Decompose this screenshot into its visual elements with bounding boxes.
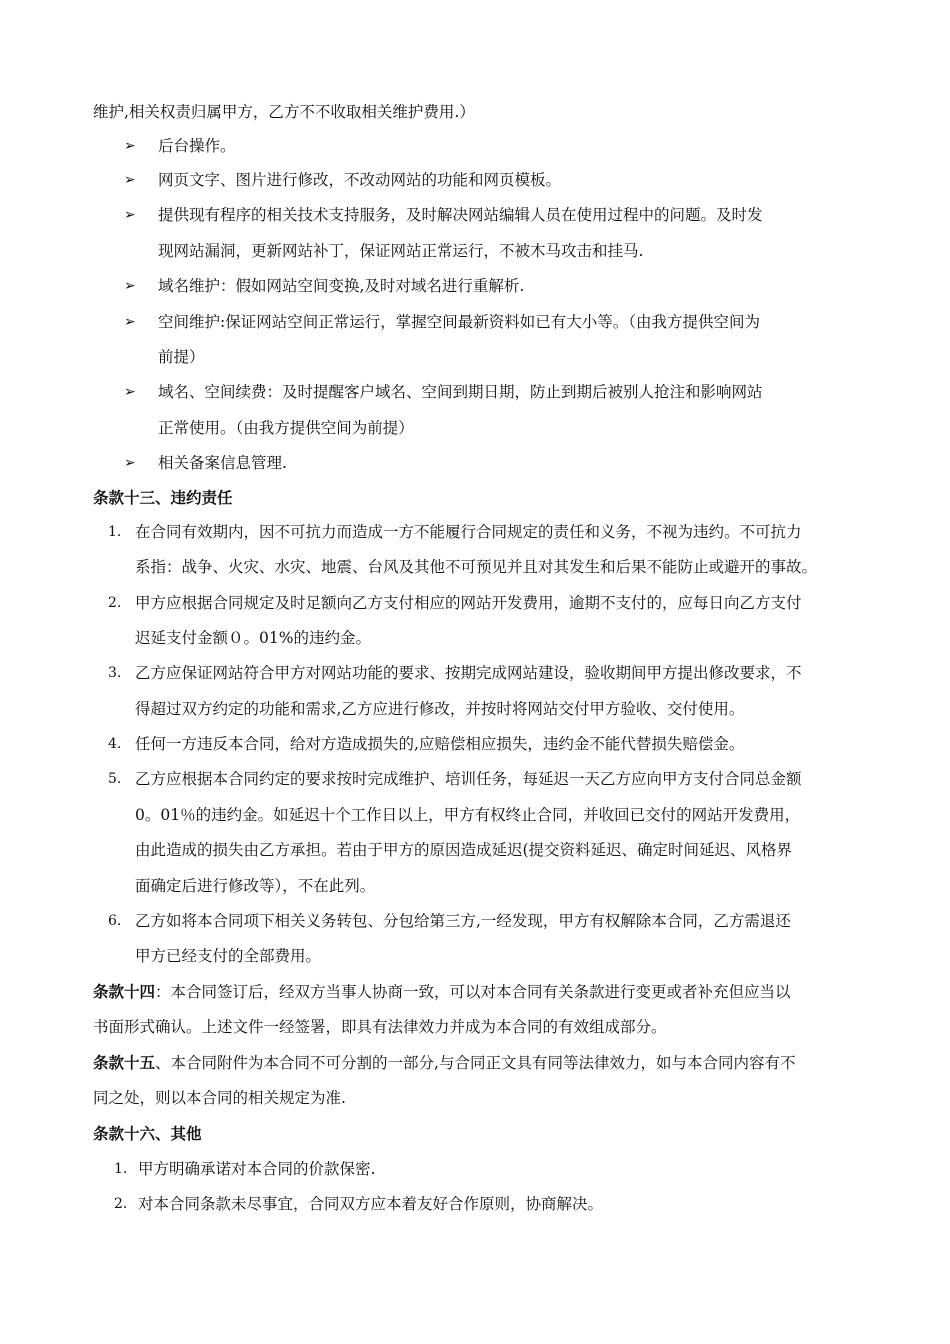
arrow-bullet-icon: ➢	[124, 278, 136, 294]
clause-13-heading: 条款十三、违约责任	[93, 488, 233, 507]
arrow-bullet-icon: ➢	[124, 207, 136, 223]
clause-14-text: ：本合同签订后，经双方当事人协商一致，可以对本合同有关条款进行变更或者补充但应当以	[155, 983, 791, 1001]
list-item-continuation: 得超过双方约定的功能和需求,乙方应进行修改，并按时将网站交付甲方验收、交付使用。	[135, 700, 745, 718]
list-item: 对本合同条款未尽事宜，合同双方应本着友好合作原则，协商解决。	[138, 1195, 604, 1213]
clause-14-heading: 条款十四	[93, 982, 156, 1001]
list-item: 在合同有效期内，因不可抗力而造成一方不能履行合同规定的责任和义务，不视为违约。不可抗力	[135, 523, 802, 541]
bullet-item-continuation: 现网站漏洞，更新网站补丁，保证网站正常运行，不被木马攻击和挂马.	[158, 242, 644, 260]
bullet-item: 域名维护：假如网站空间变换,及时对域名进行重解析.	[158, 277, 525, 295]
arrow-bullet-icon: ➢	[124, 172, 136, 188]
bullet-item-continuation: 正常使用。（由我方提供空间为前提）	[158, 419, 414, 437]
arrow-bullet-icon: ➢	[124, 384, 136, 400]
clause-16-heading: 条款十六、其他	[93, 1124, 202, 1143]
paragraph-continuation: 维护,相关权责归属甲方，乙方不不收取相关维护费用.）	[93, 103, 475, 121]
bullet-item: 域名、空间续费：及时提醒客户域名、空间到期日期，防止到期后被别人抢注和影响网站	[158, 383, 763, 401]
bullet-item: 相关备案信息管理.	[158, 454, 287, 472]
list-number: 1．	[114, 1161, 137, 1177]
list-item: 乙方应保证网站符合甲方对网站功能的要求、按期完成网站建设，验收期间甲方提出修改要求，不	[135, 664, 802, 682]
arrow-bullet-icon: ➢	[124, 314, 136, 330]
list-item-continuation: 系指：战争、火灾、水灾、地震、台风及其他不可预见并且对其发生和后果不能防止或避开的事故。	[135, 558, 818, 576]
clause-14-continuation: 书面形式确认。上述文件一经签署，即具有法律效力并成为本合同的有效组成部分。	[93, 1018, 667, 1036]
list-item-continuation: 迟延支付金额０。01%的违约金。	[135, 629, 371, 647]
list-number: 1.	[108, 524, 122, 540]
list-item-continuation: 面确定后进行修改等），不在此列。	[135, 877, 376, 895]
list-number: 2．	[114, 1196, 137, 1212]
list-item-continuation: 0。01％的违约金。如延迟十个工作日以上，甲方有权终止合同，并收回已交付的网站开发费用，	[135, 806, 801, 824]
list-item: 甲方明确承诺对本合同的价款保密.	[138, 1160, 376, 1178]
list-item: 甲方应根据合同规定及时足额向乙方支付相应的网站开发费用，逾期不支付的，应每日向乙方支付	[135, 594, 802, 612]
arrow-bullet-icon: ➢	[124, 455, 136, 471]
clause-15-continuation: 同之处，则以本合同的相关规定为准.	[93, 1089, 346, 1107]
bullet-item: 空间维护:保证网站空间正常运行，掌握空间最新资料如已有大小等。（由我方提供空间为	[158, 313, 760, 331]
list-number: 6.	[108, 913, 122, 929]
list-item: 乙方如将本合同项下相关义务转包、分包给第三方,一经发现，甲方有权解除本合同，乙方需退还	[135, 912, 791, 930]
list-number: 3.	[108, 665, 122, 681]
bullet-item: 网页文字、图片进行修改，不改动网站的功能和网页模板。	[158, 171, 562, 189]
list-number: 2.	[108, 595, 122, 611]
clause-15-paragraph	[93, 1053, 795, 1073]
list-item-continuation: 甲方已经支付的全部费用。	[135, 947, 322, 965]
arrow-bullet-icon: ➢	[124, 138, 136, 154]
clause-14-paragraph	[93, 982, 791, 1002]
clause-15-text: 、本合同附件为本合同不可分割的一部分,与合同正文具有同等法律效力，如与本合同内容有不	[155, 1054, 796, 1072]
list-item: 乙方应根据本合同约定的要求按时完成维护、培训任务，每延迟一天乙方应向甲方支付合同总金额	[135, 770, 802, 788]
bullet-item: 后台操作。	[158, 137, 236, 155]
list-item-continuation: 由此造成的损失由乙方承担。若由于甲方的原因造成延迟(提交资料延迟、确定时间延迟、风格界	[135, 841, 793, 859]
list-item: 任何一方违反本合同，给对方造成损失的,应赔偿相应损失，违约金不能代替损失赔偿金。	[135, 735, 745, 753]
bullet-item-continuation: 前提）	[158, 348, 205, 366]
list-number: 4.	[108, 736, 122, 752]
bullet-item: 提供现有程序的相关技术支持服务，及时解决网站编辑人员在使用过程中的问题。及时发	[158, 206, 763, 224]
list-number: 5.	[108, 771, 122, 787]
clause-15-heading: 条款十五	[93, 1053, 156, 1072]
